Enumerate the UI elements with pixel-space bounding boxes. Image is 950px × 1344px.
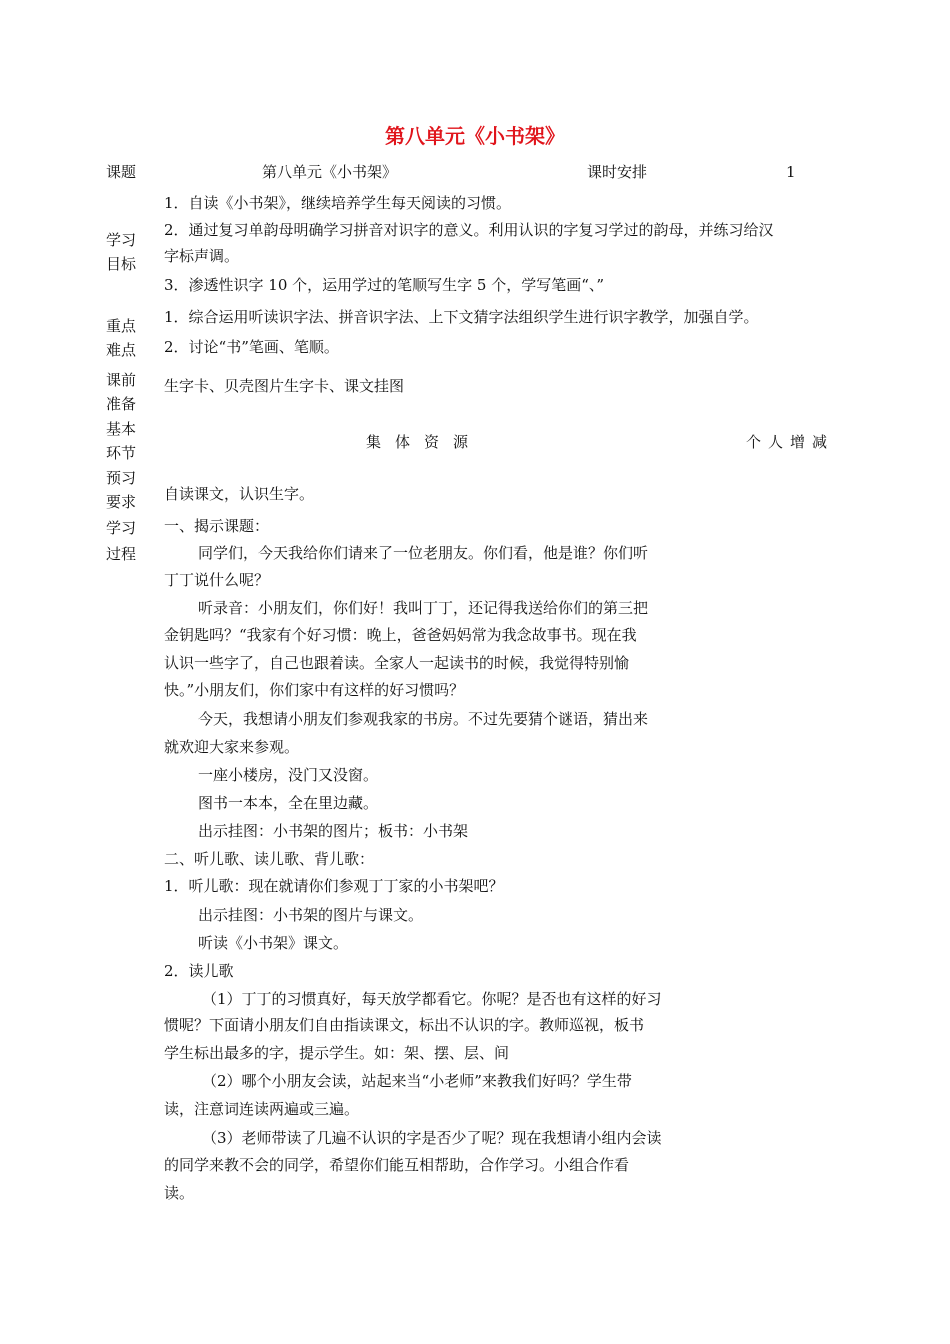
document-title: 第八单元《小书架》 [385,124,565,148]
body-line: 认识一些字了，自己也跟着读。全家人一起读书的时候，我觉得特别愉 [164,654,630,672]
body-line: （2）哪个小朋友会读，站起来当“小老师”来教我们好吗？学生带 [202,1072,632,1090]
topic-label: 课题 [106,163,137,181]
schedule-label: 课时安排 [587,163,648,181]
keypoint-line: 1．综合运用听读识字法、拼音识字法、上下文猜字法组织学生进行识字教学，加强自学。 [164,308,759,326]
body-line: 今天，我想请小朋友们参观我家的书房。不过先要猜个谜语，猜出来 [198,710,649,728]
goal-line: 字标声调。 [164,247,240,265]
collective-resources-header: 集体资源 [366,433,483,451]
prep-text: 生字卡、贝壳图片生字卡、课文挂图 [164,377,405,395]
body-line: 1．听儿歌：现在就请你们参观丁丁家的小书架吧？ [164,877,504,895]
body-line: 惯呢？下面请小朋友们自由指读课文，标出不认识的字。教师巡视，板书 [164,1016,645,1034]
process-label-1: 学习 [106,519,137,537]
body-line: 就欢迎大家来参观。 [164,738,300,756]
basic-label-2: 环节 [106,444,137,462]
body-line: 丁丁说什么呢？ [164,571,270,589]
body-line: 金钥匙吗？“我家有个好习惯：晚上，爸爸妈妈常为我念故事书。现在我 [164,626,637,644]
body-line: 读，注意词连读两遍或三遍。 [164,1100,360,1118]
body-line: 快。”小朋友们，你们家中有这样的好习惯吗？ [164,681,465,699]
body-line: 听读《小书架》课文。 [198,934,349,952]
goal-line: 2．通过复习单韵母明确学习拼音对识字的意义。利用认识的字复习学过的韵母，并练习给汉 [164,221,774,239]
prep-label-1: 课前 [106,371,137,389]
goals-label-1: 学习 [106,231,137,249]
body-line: （3）老师带读了几遍不认识的字是否少了呢？现在我想请小组内会读 [202,1129,662,1147]
preview-text: 自读课文，认识生字。 [164,485,315,503]
body-line: 同学们，今天我给你们请来了一位老朋友。你们看，他是谁？你们听 [198,544,649,562]
personal-changes-header: 个人增减 [746,433,835,451]
prep-label-2: 准备 [106,395,137,413]
topic-value: 第八单元《小书架》 [262,163,398,181]
preview-label-2: 要求 [106,493,137,511]
basic-label-1: 基本 [106,420,137,438]
body-line: 出示挂图：小书架的图片与课文。 [198,906,424,924]
body-line: （1）丁丁的习惯真好，每天放学都看它。你呢？是否也有这样的好习 [202,990,662,1008]
body-line: 图书一本本，全在里边藏。 [198,794,379,812]
keypoints-label-1: 重点 [106,317,137,335]
body-line: 出示挂图：小书架的图片；板书：小书架 [198,822,469,840]
keypoints-label-2: 难点 [106,341,137,359]
keypoint-line: 2．讨论“书”笔画、笔顺。 [164,338,339,356]
body-line: 听录音：小朋友们，你们好！我叫丁丁，还记得我送给你们的第三把 [198,599,649,617]
goal-line: 1．自读《小书架》，继续培养学生每天阅读的习惯。 [164,194,512,212]
process-label-2: 过程 [106,545,137,563]
body-line: 2．读儿歌 [164,962,234,980]
body-line: 二、听儿歌、读儿歌、背儿歌： [164,850,375,868]
body-line: 的同学来教不会的同学，希望你们能互相帮助，合作学习。小组合作看 [164,1156,630,1174]
body-line: 一、揭示课题： [164,517,270,535]
body-line: 读。 [164,1184,195,1202]
goals-label-2: 目标 [106,255,137,273]
preview-label-1: 预习 [106,469,137,487]
goal-line: 3．渗透性识字 10 个，运用学过的笔顺写生字 5 个，学写笔画“、” [164,276,605,294]
body-line: 学生标出最多的字，提示学生。如：架、摆、层、间 [164,1044,510,1062]
schedule-value: 1 [786,163,796,181]
body-line: 一座小楼房，没门又没窗。 [198,766,379,784]
